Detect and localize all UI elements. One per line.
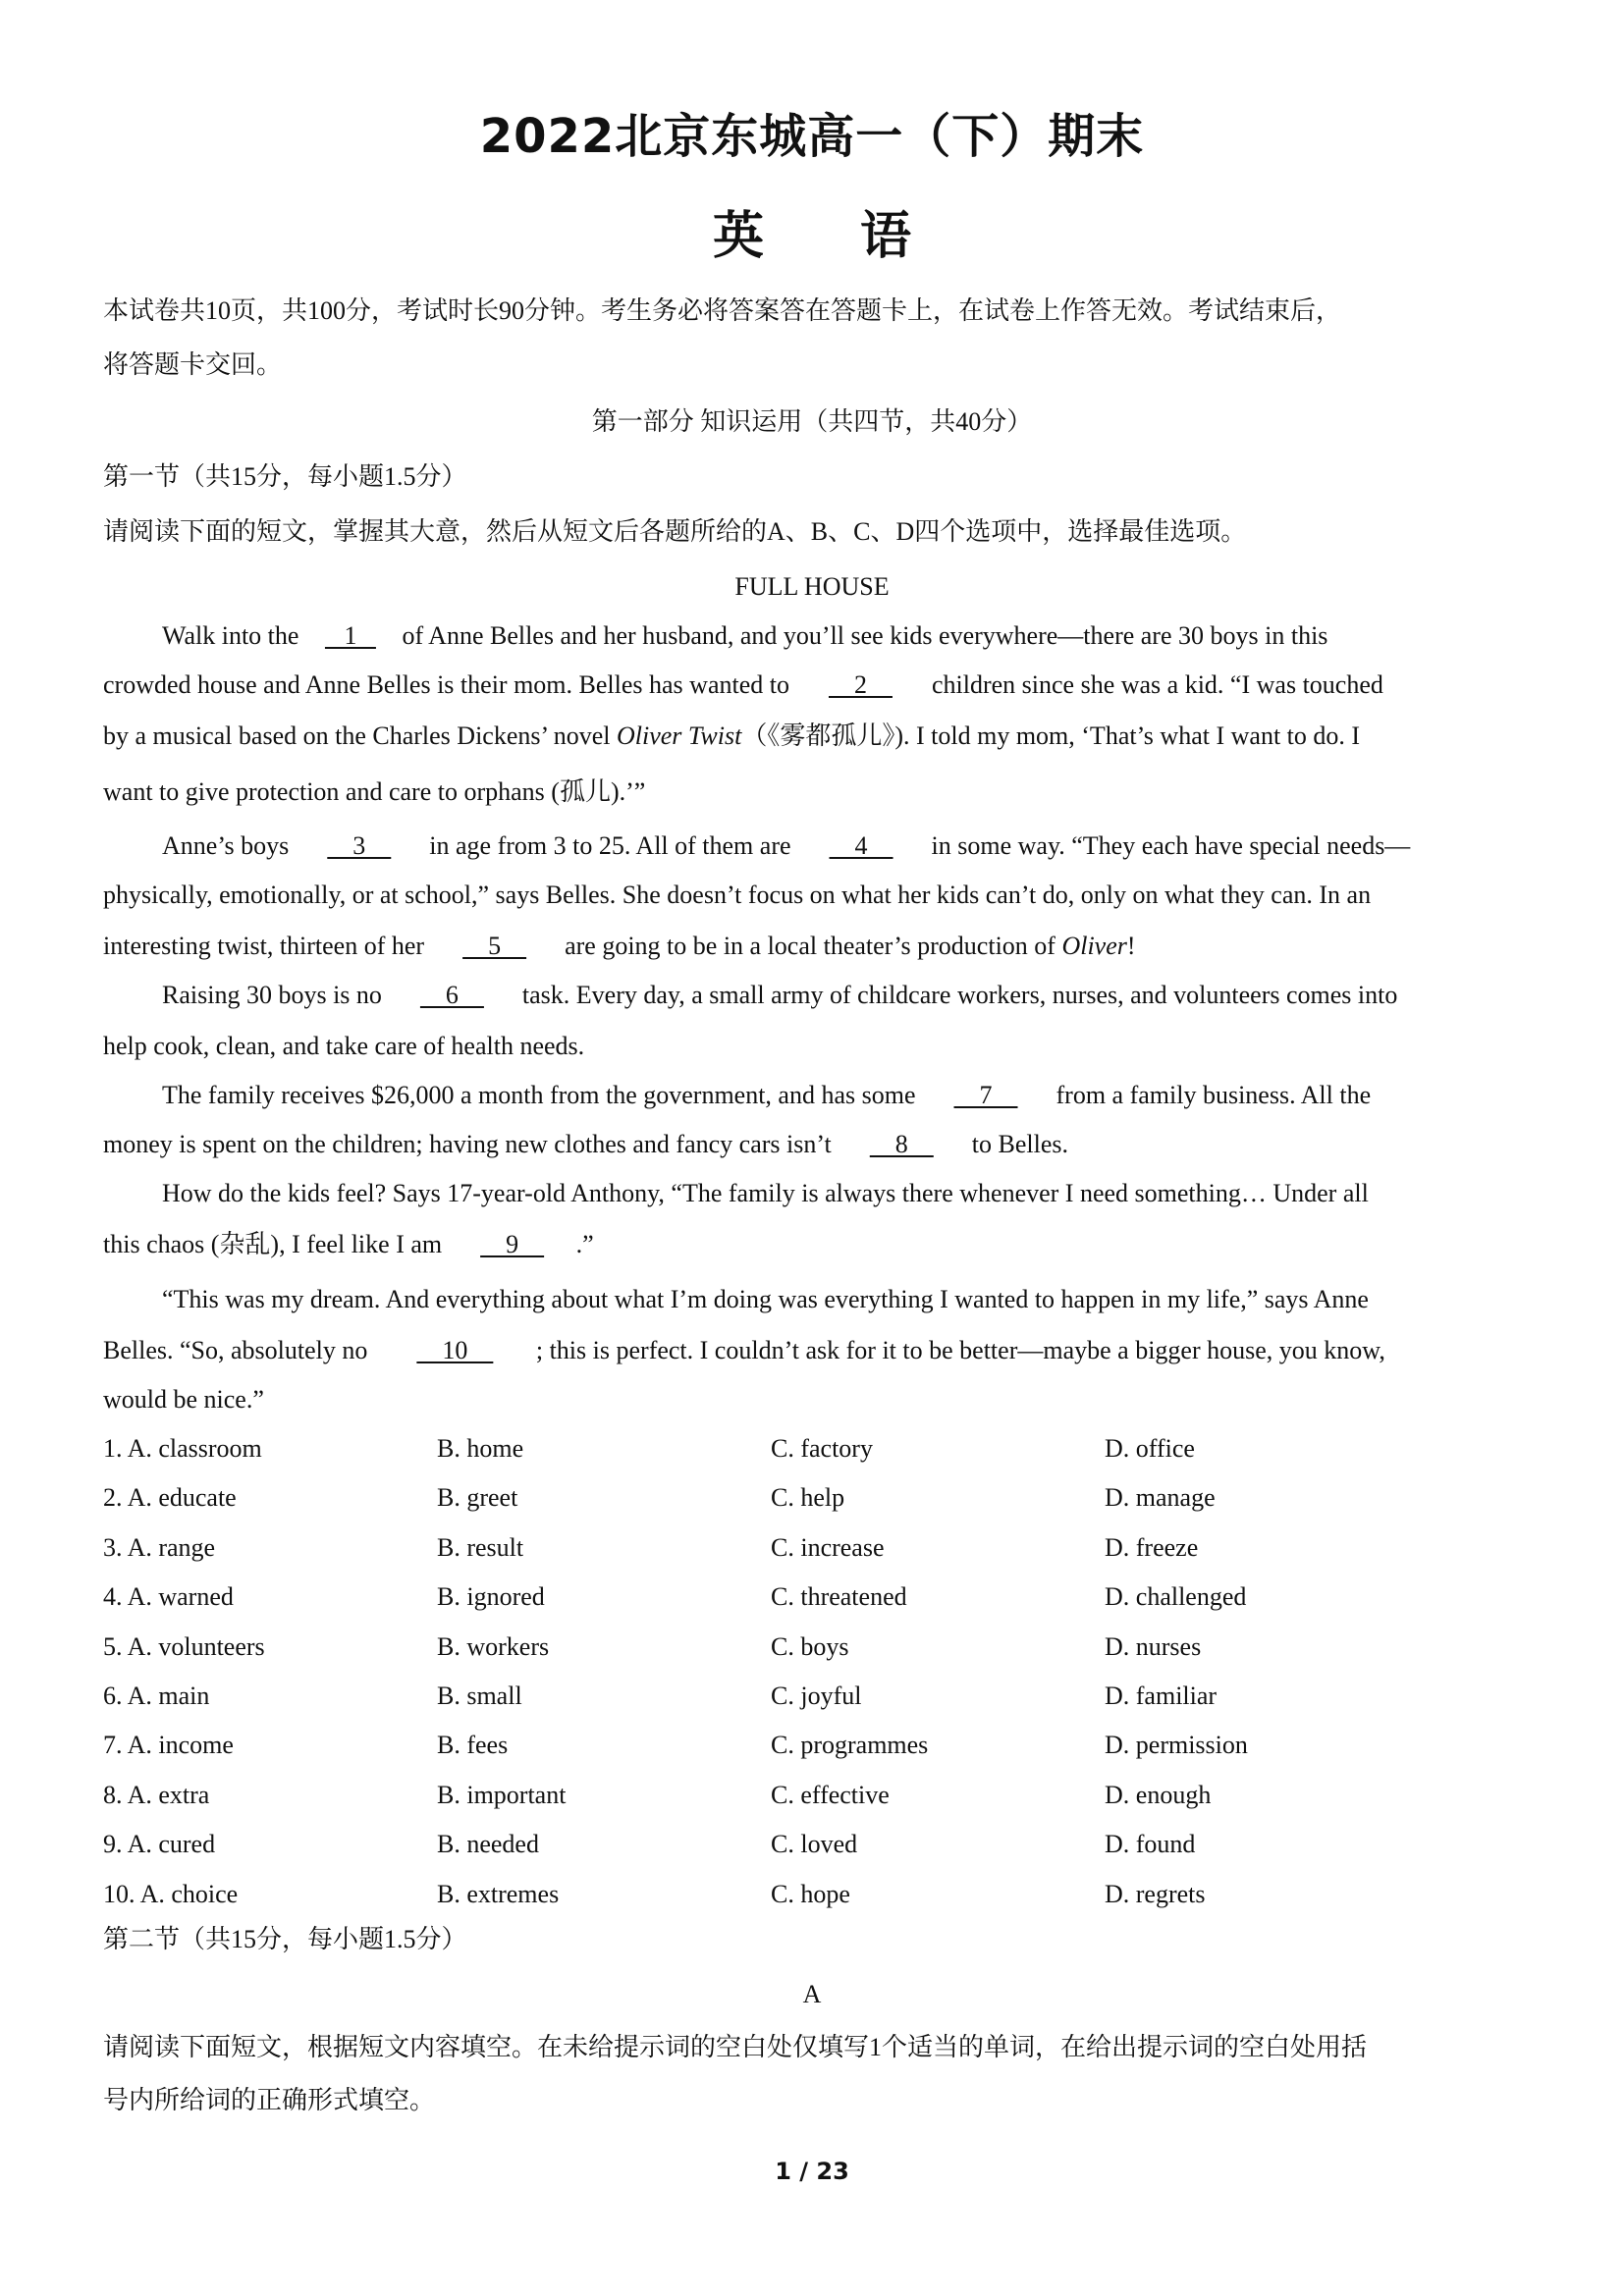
passage-line: money is spent on the children; having new clothes and fancy cars isn’t 8 to Belles.: [103, 1125, 1546, 1164]
option-d: D. found: [1105, 1830, 1196, 1859]
option-row: [103, 1776, 1546, 1815]
option-row: [103, 1628, 1546, 1667]
option-d: D. familiar: [1105, 1682, 1218, 1710]
option-c: C. factory: [771, 1434, 873, 1463]
option-b: B. needed: [437, 1830, 539, 1859]
option-c: C. joyful: [771, 1682, 862, 1710]
option-a: 3. A. range: [103, 1532, 216, 1562]
option-a: 1. A. classroom: [103, 1434, 262, 1463]
passage-line: The family receives $26,000 a month from the government, and has some 7 from a family business. All the: [162, 1076, 1546, 1115]
section2-instruction-1: 请阅读下面短文，根据短文内容填空。在未给提示词的空白处仅填写1个适当的单词，在给出提示词的空白处用括: [103, 2033, 1368, 2061]
option-d: D. nurses: [1105, 1631, 1202, 1661]
passage-line: want to give protection and care to orphans (孤儿).’”: [103, 777, 646, 806]
option-row: [103, 1825, 1546, 1864]
passage-line: help cook, clean, and take care of health needs.: [103, 1032, 585, 1060]
blank-4: 4: [829, 831, 893, 860]
option-b: B. workers: [437, 1631, 550, 1661]
option-row: [103, 1577, 1546, 1617]
passage-line: “This was my dream. And everything about what I’m doing was everything I wanted to happen in my life,” says Anne: [162, 1285, 1369, 1313]
option-a: 5. A. volunteers: [103, 1631, 265, 1661]
passage-line: physically, emotionally, or at school,” says Belles. She doesn’t focus on what her kids can’t do, only on what they can. In an: [103, 881, 1372, 909]
blank-5: 5: [462, 932, 527, 960]
option-row: [103, 1677, 1546, 1716]
option-b: B. home: [437, 1434, 524, 1463]
option-row: [103, 1875, 1546, 1914]
blank-9: 9: [480, 1230, 545, 1258]
passage-line: How do the kids feel? Says 17-year-old Anthony, “The family is always there whenever I need something… Under all: [162, 1179, 1369, 1207]
section1-instruction: 请阅读下面的短文，掌握其大意，然后从短文后各题所给的A、B、C、D四个选项中，选择最佳选项。: [103, 517, 1247, 546]
option-c: C. programmes: [771, 1731, 929, 1760]
section2-instruction-2: 号内所给词的正确形式填空。: [103, 2086, 436, 2114]
blank-3: 3: [327, 831, 392, 860]
option-d: D. office: [1105, 1434, 1195, 1463]
option-c: C. boys: [771, 1631, 849, 1661]
option-c: C. effective: [771, 1780, 890, 1809]
option-a: 8. A. extra: [103, 1780, 210, 1809]
passage-line: Belles. “So, absolutely no 10 ; this is perfect. I couldn’t ask for it to be better—maybe a bigger house, you know,: [103, 1331, 1546, 1370]
part1-heading: 第一部分 知识运用（共四节，共40分）: [591, 407, 1033, 436]
exam-title: 2022北京东城高一（下）期末: [479, 109, 1145, 164]
option-a: 2. A. educate: [103, 1483, 237, 1513]
blank-7: 7: [953, 1081, 1018, 1109]
passage-line: interesting twist, thirteen of her 5 are going to be in a local theater’s production of Oliver!: [103, 927, 1546, 966]
passage-line: crowded house and Anne Belles is their mom. Belles has wanted to 2 children since she was a kid. “I was touched: [103, 666, 1546, 705]
blank-2: 2: [828, 670, 893, 699]
section2-heading: 第二节（共15分，每小题1.5分）: [103, 1925, 467, 1953]
option-d: D. challenged: [1105, 1582, 1247, 1612]
option-c: C. loved: [771, 1830, 858, 1859]
option-row: [103, 1429, 1546, 1468]
option-b: B. greet: [437, 1483, 518, 1513]
option-c: C. help: [771, 1483, 845, 1513]
section1-heading: 第一节（共15分，每小题1.5分）: [103, 462, 467, 491]
blank-10: 10: [416, 1336, 494, 1364]
blank-6: 6: [419, 981, 484, 1009]
option-d: D. manage: [1105, 1483, 1216, 1513]
option-d: D. enough: [1105, 1780, 1212, 1809]
passage-line: Anne’s boys 3 in age from 3 to 25. All of them are 4 in some way. “They each have special needs—: [162, 827, 1546, 866]
option-a: 9. A. cured: [103, 1830, 216, 1859]
option-row: [103, 1528, 1546, 1568]
option-row: [103, 1478, 1546, 1518]
instructions-line-2: 将答题卡交回。: [103, 350, 283, 379]
section2-part-label: A: [802, 1980, 822, 2008]
passage-title: FULL HOUSE: [734, 572, 890, 601]
option-b: B. extremes: [437, 1879, 560, 1908]
option-c: C. threatened: [771, 1582, 907, 1612]
option-c: C. increase: [771, 1532, 885, 1562]
option-row: [103, 1726, 1546, 1765]
option-a: 6. A. main: [103, 1682, 210, 1710]
option-c: C. hope: [771, 1879, 850, 1908]
option-d: D. freeze: [1105, 1532, 1199, 1562]
option-d: D. permission: [1105, 1731, 1248, 1760]
passage-line: by a musical based on the Charles Dickens’ novel Oliver Twist（《雾都孤儿》). I told my mom, ‘That’s what I want to do. I: [103, 721, 1361, 750]
instructions-line-1: 本试卷共10页，共100分，考试时长90分钟。考生务必将答案答在答题卡上，在试卷上作答无效。考试结束后，: [103, 296, 1342, 325]
passage-line: Raising 30 boys is no 6 task. Every day, a small army of childcare workers, nurses, and volunteers comes into: [162, 976, 1546, 1015]
option-a: 10. A. choice: [103, 1879, 239, 1908]
option-d: D. regrets: [1105, 1879, 1206, 1908]
novel-title: Oliver Twist: [616, 721, 742, 750]
subject-title: 英 语: [712, 207, 912, 266]
option-a: 7. A. income: [103, 1731, 234, 1760]
option-b: B. fees: [437, 1731, 509, 1760]
option-b: B. small: [437, 1682, 522, 1710]
page-number: 1 / 23: [775, 2158, 849, 2185]
blank-1: 1: [324, 621, 376, 650]
option-b: B. ignored: [437, 1582, 545, 1612]
passage-line: this chaos (杂乱), I feel like I am 9 .”: [103, 1225, 1546, 1264]
option-b: B. result: [437, 1532, 524, 1562]
option-b: B. important: [437, 1780, 567, 1809]
option-a: 4. A. warned: [103, 1582, 234, 1612]
passage-line: would be nice.”: [103, 1385, 264, 1414]
passage-line: Walk into the 1 of Anne Belles and her husband, and you’ll see kids everywhere—there are 30 boys in this: [162, 616, 1546, 656]
blank-8: 8: [869, 1130, 934, 1158]
